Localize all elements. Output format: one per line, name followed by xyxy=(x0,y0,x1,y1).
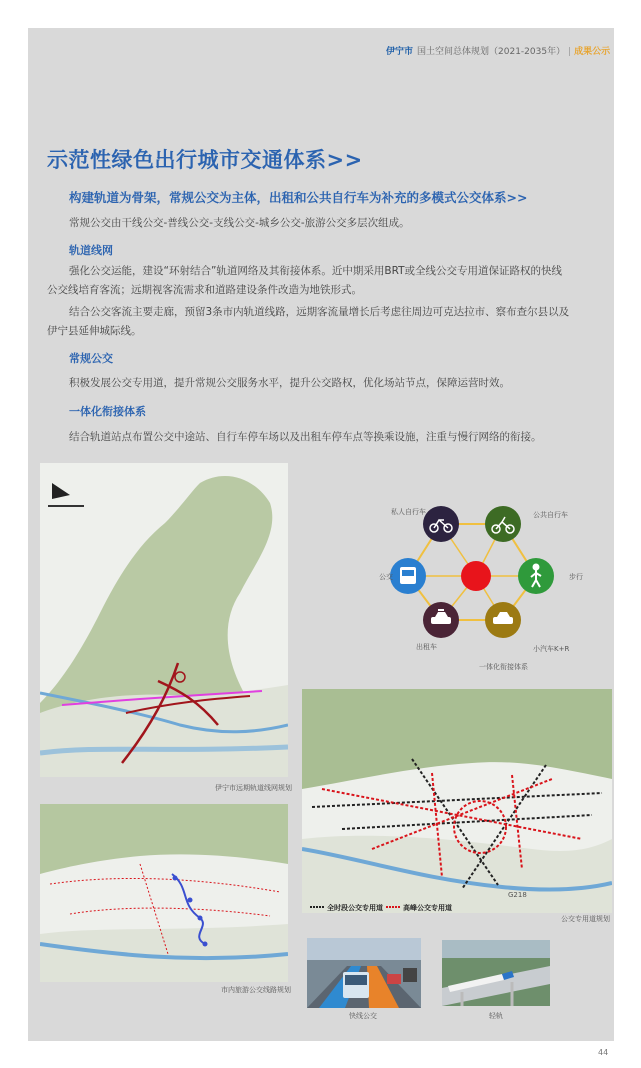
rail-network-map xyxy=(40,463,288,777)
header-logo: 伊宁市 xyxy=(386,47,414,57)
public-bike-node xyxy=(485,506,521,542)
rail-para1-line2: 公交线培育客流；远期视客流需求和道路建设条件改造为地铁形式。 xyxy=(47,284,362,296)
legend-peak-lane: 高峰公交专用道 xyxy=(403,904,452,912)
bus-para: 积极发展公交专用道，提升常规公交服务水平，提升公交路权，优化场站节点，保障运营时效。 xyxy=(69,377,510,389)
integration-heading: 一体化衔接体系 xyxy=(69,405,146,418)
brt-photo xyxy=(307,938,421,1008)
section-title: 示范性绿色出行城市交通体系>> xyxy=(47,148,363,172)
light-rail-photo-caption: 轻轨 xyxy=(489,1012,503,1020)
rail-para2-line2: 伊宁县延伸城际线。 xyxy=(47,325,142,337)
rail-para1-line1: 强化公交运能，建设“环射结合”轨道网络及其衔接体系。近中期采用BRT或全线公交专用道保证路权的快线 xyxy=(69,265,563,277)
header-tag: 成果公示 xyxy=(574,47,611,57)
diagram-caption: 一体化衔接体系 xyxy=(479,663,528,671)
label-walk: 步行 xyxy=(569,573,583,581)
page-number: 44 xyxy=(598,1048,609,1057)
bus-lane-map-caption: 公交专用道规划 xyxy=(561,915,610,923)
bus-icon xyxy=(400,567,416,584)
label-bus: 公交 xyxy=(379,573,393,581)
light-rail-photo xyxy=(442,940,550,1006)
intro-text: 常规公交由干线公交-普线公交-支线公交-城乡公交-旅游公交多层次组成。 xyxy=(69,217,410,229)
rail-map-caption: 伊宁市远期轨道线网规划 xyxy=(215,784,292,792)
rail-heading: 轨道线网 xyxy=(69,244,113,257)
label-car: 小汽车K+R xyxy=(533,645,570,653)
integration-diagram xyxy=(373,500,601,676)
header-separator: | xyxy=(568,47,572,57)
integration-para: 结合轨道站点布置公交中途站、自行车停车场以及出租车停车点等换乘设施，注重与慢行网络的衔接。 xyxy=(69,431,542,443)
page-header xyxy=(386,44,610,57)
tour-map-caption: 市内旅游公交线路规划 xyxy=(221,986,291,994)
road-label-g218: G218 xyxy=(508,891,527,899)
section-subtitle: 构建轨道为骨架，常规公交为主体，出租和公共自行车为补充的多模式公交体系>> xyxy=(69,190,528,205)
hub-node xyxy=(461,561,491,591)
bus-heading: 常规公交 xyxy=(69,352,113,365)
legend-full-lane: 全时段公交专用道 xyxy=(327,904,383,912)
private-bike-node xyxy=(423,506,459,542)
label-private-bike: 私人自行车 xyxy=(391,508,426,516)
header-title: 国土空间总体规划（2021-2035年） xyxy=(417,47,566,57)
label-taxi: 出租车 xyxy=(416,643,437,651)
label-public-bike: 公共自行车 xyxy=(533,511,568,519)
brt-photo-caption: 快线公交 xyxy=(349,1012,377,1020)
rail-para2-line1: 结合公交客流主要走廊，预留3条市内轨道线路，远期客流量增长后考虑往周边可克达拉市、察布查尔县以及 xyxy=(69,306,570,318)
bus-lane-map xyxy=(302,689,612,913)
tour-route-map xyxy=(40,804,288,982)
